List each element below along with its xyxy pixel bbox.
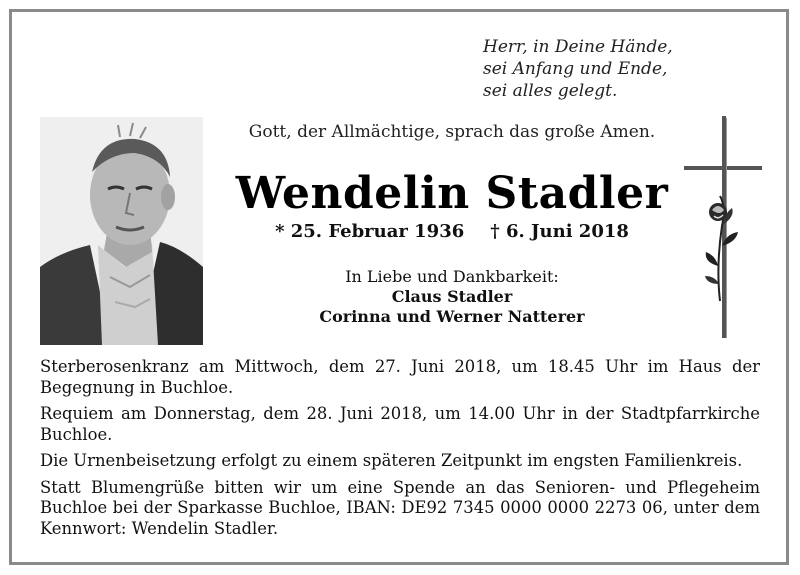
mourners-block: [212, 267, 692, 327]
cross-with-rose-icon: [680, 116, 770, 338]
rosary-paragraph: Sterberosenkranz am Mittwoch, dem 27. Juni 2018, um 18.45 Uhr im Haus der Begegnung in Buchloe.: [40, 357, 760, 397]
verse: [483, 36, 783, 102]
verse-line: sei Anfang und Ende,: [483, 59, 668, 79]
verse-line: sei alles gelegt.: [483, 81, 618, 101]
donation-paragraph: Statt Blumengrüße bitten wir um eine Spende an das Senioren- und Pflegeheim Buchloe bei der Sparkasse Buchloe, IBAN: DE92 7345 0000 0000 2273 06, unter dem Kennwort: Wendelin Stadler.: [40, 477, 760, 538]
verse-line: Herr, in Deine Hände,: [483, 37, 673, 57]
opening-line: Gott, der Allmächtige, sprach das große Amen.: [248, 122, 656, 142]
deceased-name: Wendelin Stadler: [235, 168, 669, 219]
birth-date: * 25. Februar 1936: [275, 221, 465, 242]
life-dates: [212, 221, 692, 242]
mourner-name: Claus Stadler: [391, 287, 513, 306]
death-date: † 6. Juni 2018: [490, 221, 629, 242]
requiem-paragraph: Requiem am Donnerstag, dem 28. Juni 2018, um 14.00 Uhr in der Stadtpfarrkirche Buchloe.: [40, 404, 760, 444]
portrait-photo: [40, 117, 203, 345]
service-details: [40, 357, 760, 545]
urn-paragraph: Die Urnenbeisetzung erfolgt zu einem späteren Zeitpunkt im engsten Familienkreis.: [40, 451, 743, 470]
mourner-name: Corinna und Werner Natterer: [319, 307, 585, 326]
gratitude-line: In Liebe und Dankbarkeit:: [345, 267, 559, 286]
